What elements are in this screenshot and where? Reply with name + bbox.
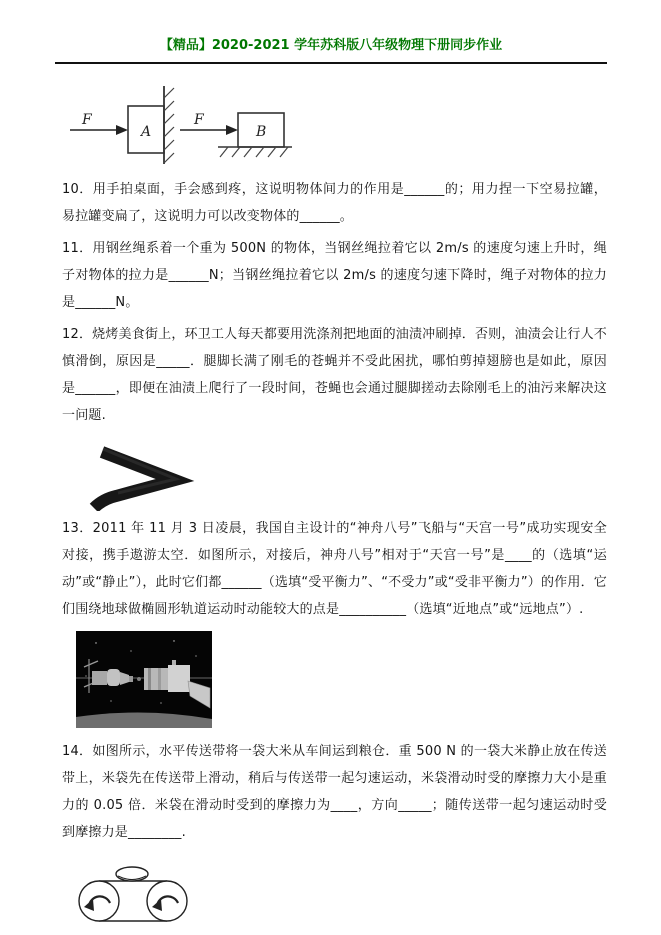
force-arrowhead-left [116,125,128,135]
ground-hatching [220,147,288,157]
conveyor-belt-diagram [72,856,194,930]
force-label-right: F [194,112,204,128]
spacecraft-docking-photo [76,631,212,728]
question-12-text: 12．烧烤美食街上，环卫工人每天都要用洗涤剂把地面的油渍冲刷掉．否则，油渍会让行人不慎滑倒，原因是_____．腿脚长满了刚毛的苍蝇并不受此困扰，哪怕剪掉翅膀也是如此，原因是______，即便在油渍上爬行了一段时间，苍蝇也会通过腿脚搓动去除刚毛上的油污来解决这一问题. [62,327,607,423]
right-pulley [147,881,187,921]
wall-hatching [164,88,174,163]
block-a-label: A [141,124,152,140]
spacecraft-docking-image [76,631,607,728]
question-10-text: 10．用手拍桌面，手会感到疼，这说明物体间力的作用是______的；用力捏一下空易拉罐，易拉罐变扁了，这说明力可以改变物体的______。 [62,182,607,224]
question-14-text: 14．如图所示，水平传送带将一袋大米从车间运到粮仓．重 500 N 的一袋大米静止放在传送带上，米袋先在传送带上滑动，稍后与传送带一起匀速运动，米袋滑动时受的摩擦力大小是重力的 0.05 倍．米袋在滑动时受到的摩擦力为____，方向_____；随传送带一起匀速运动时受到摩擦力是________. [62,744,607,840]
conveyor-belt-figure [72,856,607,930]
page-title: 【精品】2020-2021 学年苏科版八年级物理下册同步作业 [159,38,503,53]
force-label-left: F [82,112,92,128]
question-13-text: 13．2011 年 11 月 3 日凌晨，我国自主设计的“神舟八号”飞船与“天宫一号”成功实现安全对接，携手遨游太空．如图所示，对接后，神舟八号”相对于“天宫一号”是____的（选填“运动”或“静止”），此时它们都______（选填“受平衡力”、“不受力”或“受非平衡力”）的作用．它们围绕地球做椭圆形轨道运动时动能较大的点是__________（选填“近地点”或“远地点”）. [62,521,607,617]
left-pulley [79,881,119,921]
question-11-text: 11．用钢丝绳系着一个重为 500N 的物体，当钢丝绳拉着它以 2m/s 的速度匀速上升时，绳子对物体的拉力是______N；当钢丝绳拉着它以 2m/s 的速度匀速下降时，绳子对物体的拉力是______N。 [62,241,607,310]
page-header [55,34,607,64]
force-blocks-figure [68,84,607,166]
force-blocks-diagram [68,84,293,166]
check-mark-icon [76,441,198,511]
block-b-label: B [256,124,267,140]
force-arrowhead-right [226,125,238,135]
handwritten-check-mark-image [76,441,607,511]
rice-bag [116,867,148,881]
